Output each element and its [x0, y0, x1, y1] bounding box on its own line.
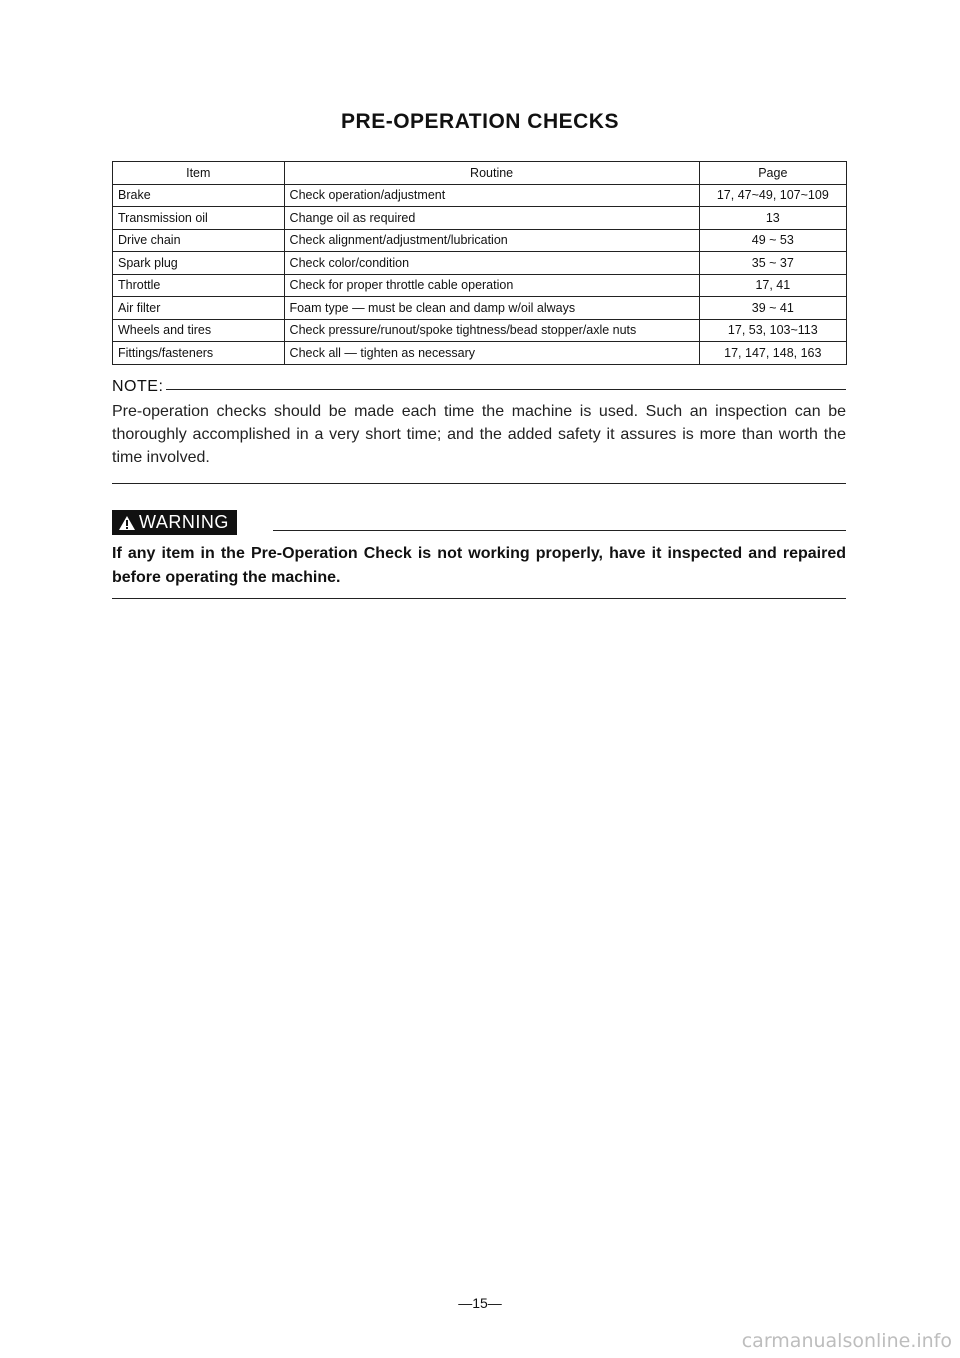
cell-routine: Check operation/adjustment [284, 184, 699, 207]
note-text: Pre-operation checks should be made each time the machine is used. Such an inspection can be thoroughly accomplished in a very short time; and the added safety it assures is more than worth the time involved. [112, 403, 846, 466]
header-routine: Routine [284, 162, 699, 185]
note-label: NOTE: [112, 378, 164, 395]
watermark: carmanualsonline.info [741, 1330, 952, 1352]
warning-label: WARNING [139, 512, 229, 532]
table-row [113, 274, 847, 297]
cell-item: Air filter [113, 297, 285, 320]
cell-item: Brake [113, 184, 285, 207]
cell-page: 17, 147, 148, 163 [699, 342, 846, 365]
cell-routine: Check alignment/adjustment/lubrication [284, 229, 699, 252]
cell-routine: Check all — tighten as necessary [284, 342, 699, 365]
table-row [113, 184, 847, 207]
cell-item: Wheels and tires [113, 319, 285, 342]
warning-triangle-icon [118, 515, 136, 531]
cell-page: 13 [699, 207, 846, 230]
warning-badge [112, 510, 237, 535]
cell-item: Transmission oil [113, 207, 285, 230]
warning-top-rule [273, 530, 846, 531]
page-number: —15— [458, 1295, 502, 1311]
table-header-row [113, 162, 847, 185]
cell-page: 17, 41 [699, 274, 846, 297]
note-top-rule [166, 389, 846, 390]
cell-item: Drive chain [113, 229, 285, 252]
table-row [113, 252, 847, 275]
cell-item: Throttle [113, 274, 285, 297]
cell-page: 49 ~ 53 [699, 229, 846, 252]
table-row [113, 229, 847, 252]
note-bottom-rule [112, 483, 846, 484]
cell-item: Spark plug [113, 252, 285, 275]
page-title: PRE-OPERATION CHECKS [341, 110, 619, 133]
cell-routine: Check for proper throttle cable operation [284, 274, 699, 297]
table-row [113, 297, 847, 320]
table-row [113, 342, 847, 365]
cell-page: 35 ~ 37 [699, 252, 846, 275]
cell-page: 17, 47~49, 107~109 [699, 184, 846, 207]
header-item: Item [113, 162, 285, 185]
cell-routine: Change oil as required [284, 207, 699, 230]
warning-bottom-rule [112, 598, 846, 599]
table-row [113, 207, 847, 230]
header-page: Page [699, 162, 846, 185]
cell-routine: Check pressure/runout/spoke tightness/bead stopper/axle nuts [284, 319, 699, 342]
table-row [113, 319, 847, 342]
cell-routine: Check color/condition [284, 252, 699, 275]
cell-page: 39 ~ 41 [699, 297, 846, 320]
cell-page: 17, 53, 103~113 [699, 319, 846, 342]
warning-text: If any item in the Pre-Operation Check is not working properly, have it inspected and repaired before operating the machine. [112, 545, 846, 586]
cell-routine: Foam type — must be clean and damp w/oil always [284, 297, 699, 320]
pre-operation-checks-table [112, 161, 847, 365]
cell-item: Fittings/fasteners [113, 342, 285, 365]
